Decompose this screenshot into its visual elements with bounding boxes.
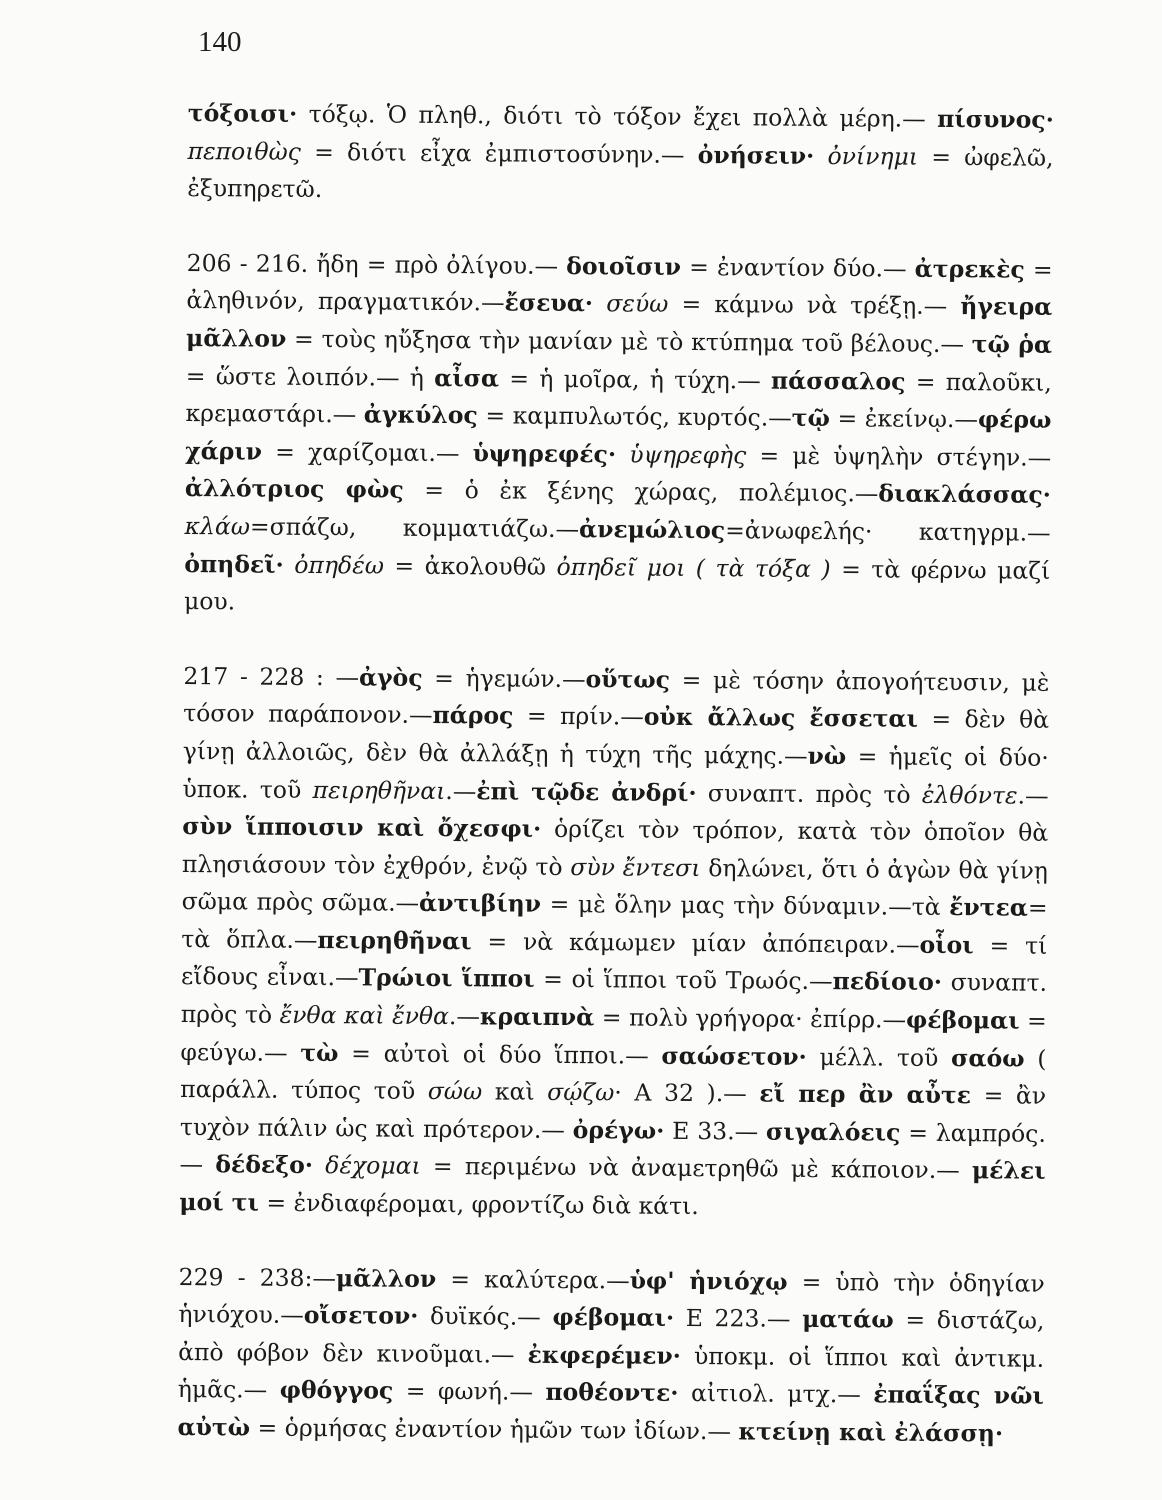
gloss-text: = ἀληθινόν, πραγματικόν.— xyxy=(186,255,1053,317)
gloss-text: = ἡμεῖς οἱ δύο· ὑποκ. τοῦ xyxy=(182,742,1049,804)
gloss-text xyxy=(593,290,606,318)
italic-term: ὀπηδέω xyxy=(294,550,385,580)
headword: πίσυνος· xyxy=(937,104,1054,134)
headword: φέβομαι xyxy=(905,1005,1020,1035)
gloss-text: = δὲν θὰ γίνῃ ἀλλοιῶς, δὲν θὰ ἀλλάξῃ ἡ τύχη τῆς μάχης.— xyxy=(182,705,1050,770)
gloss-text: = πρίν.— xyxy=(513,701,644,731)
gloss-text: = διστάζω, ἀπὸ φόβον δὲν κινοῦμαι.— xyxy=(178,1305,1045,1369)
gloss-text: = περιμένω νὰ ἀναμετρηθῶ μὲ κάποιον.— xyxy=(420,1152,973,1185)
headword: ἀγὸς xyxy=(358,663,423,692)
gloss-text: μέλλ. τοῦ xyxy=(806,1042,952,1072)
headword: οὐκ ἄλλως ἔσσεται xyxy=(643,702,919,734)
headword: σὺν ἵπποισιν καὶ ὄχεσφι· xyxy=(182,812,542,843)
gloss-text: = ἀκολουθῶ xyxy=(383,551,557,581)
headword: δοιοῖσιν xyxy=(566,251,682,281)
gloss-text: δυϊκός.— xyxy=(418,1302,553,1332)
italic-term: κλάω xyxy=(184,511,251,541)
gloss-text: αἰτιολ. μτχ.— xyxy=(678,1379,874,1409)
headword: διακλάσσας· xyxy=(878,479,1052,510)
gloss-text: = τοὺς ηὔξησα τὴν μανίαν μὲ τὸ κτύπημα τοῦ βέλους.— xyxy=(286,324,972,359)
headword: ὀρέγω· xyxy=(572,1115,665,1145)
headword: οὕτως xyxy=(585,664,671,694)
headword: τῷ ῥα xyxy=(971,330,1053,359)
gloss-text: Ε 223.— xyxy=(673,1304,803,1334)
gloss-text: = ἂν τυχὸν πάλιν ὡς καὶ πρότερον.— xyxy=(179,1081,1047,1144)
gloss-text: = πολὺ γρήγορα· ἐπίρρ.— xyxy=(594,1003,907,1034)
gloss-text xyxy=(616,440,629,468)
headword: πάσσαλος xyxy=(770,366,906,396)
italic-term: ὑψηρεφὴς xyxy=(629,440,747,470)
gloss-text: = μὲ ὅλην μας τὴν δύναμιν.—τὰ xyxy=(540,890,950,922)
gloss-text: = οἱ ἵπποι τοῦ Τρωός.— xyxy=(534,965,833,996)
headword: τὼ xyxy=(300,1038,339,1067)
paragraph-229-238 xyxy=(177,1259,1044,1454)
headword: οἴσετον· xyxy=(303,1301,419,1331)
headword: πειρηθῆναι xyxy=(317,925,472,956)
gloss-text: = παλοῦκι, κρεμαστάρι.— xyxy=(185,367,1052,429)
italic-term: πεποιθὼς xyxy=(187,136,302,166)
gloss-text: .— xyxy=(448,1002,481,1031)
italic-term: σώω xyxy=(427,1077,483,1106)
commentary-text xyxy=(177,95,1054,1453)
headword: τῷ xyxy=(791,403,831,433)
headword: ἐκφερέμεν· xyxy=(527,1340,682,1370)
headword: ματάω xyxy=(802,1305,894,1334)
gloss-text: Ε 33.— xyxy=(664,1116,767,1146)
headword: ἔντεα xyxy=(949,893,1029,922)
paragraph-206-216 xyxy=(184,245,1053,628)
gloss-text: = ὑπὸ τὴν ὁδηγίαν ἡνιόχου.— xyxy=(178,1267,1045,1330)
gloss-text: .— xyxy=(445,776,477,805)
gloss-text: = τί εἴδους εἶναι.— xyxy=(180,931,1048,992)
headword: σαώσετον· xyxy=(661,1041,807,1071)
italic-term: ὀνίνημι xyxy=(827,141,919,171)
headword: εἴ περ ἂν αὖτε xyxy=(759,1079,972,1110)
gloss-text: = διότι εἶχα ἐμπιστοσύνην.— xyxy=(300,137,698,169)
gloss-text: = ἡ μοῖρα, ἡ τύχη.— xyxy=(498,364,772,395)
gloss-text: = ἡγεμών.— xyxy=(422,663,586,693)
gloss-text: = φεύγω.— xyxy=(180,1006,1047,1067)
gloss-text: ( παράλλ. τύπος τοῦ xyxy=(180,1044,1047,1106)
gloss-text: = τὰ φέρνω μαζί μου. xyxy=(183,554,1051,616)
headword: δέδεξο· xyxy=(215,1150,314,1180)
headword: ἀγκύλος xyxy=(363,400,478,430)
gloss-text: = ὁρμήσας ἐναντίον ἡμῶν των ἰδίων.— xyxy=(250,1413,739,1446)
headword: αἶσα xyxy=(434,363,500,393)
headword: ὑψηρεφές· xyxy=(472,438,617,469)
gloss-text: = ὁ ἐκ ξένης χώρας, πολέμιος.— xyxy=(403,476,879,508)
gloss-text xyxy=(814,142,827,170)
gloss-text: =ἀνωφελής· κατηγρμ.— xyxy=(725,516,1051,547)
headword: μᾶλλον xyxy=(335,1263,437,1293)
gloss-text: ὑποκμ. οἱ ἵπποι καὶ ἀντικμ. ἡμᾶς.— xyxy=(177,1341,1045,1405)
headword: ὀπηδεῖ· xyxy=(184,549,284,579)
headword: σαόω xyxy=(950,1043,1025,1073)
gloss-text: 206 - 216. ἤδη = πρὸ ὀλίγου.— xyxy=(186,248,567,280)
gloss-text xyxy=(284,550,295,578)
headword: οἷοι xyxy=(919,930,974,960)
gloss-text: συναπτ. πρὸς τὸ xyxy=(696,778,922,809)
gloss-text: = μὲ τόσην ἀπογοήτευσιν, μὲ τόσον παράπονον.— xyxy=(183,665,1050,730)
italic-term: πειρηθῆναι xyxy=(312,775,446,805)
gloss-text: = τὰ ὅπλα.— xyxy=(181,893,1048,954)
headword: τόξοισι· xyxy=(187,98,298,128)
headword: ἀντιβίην xyxy=(419,889,542,919)
headword: Τρώιοι ἵπποι xyxy=(358,963,535,994)
gloss-text xyxy=(313,1151,325,1179)
paragraph-217-228 xyxy=(179,658,1049,1229)
headword: ποθέοντε· xyxy=(545,1378,679,1408)
gloss-text: =σπάζω, κομματιάζω.— xyxy=(249,512,580,544)
gloss-text: = νὰ κάμωμεν μίαν ἀπόπειραν.— xyxy=(471,927,920,959)
headword: κτείνῃ καὶ ἐλάσσῃ· xyxy=(738,1417,1004,1448)
headword: ἐπὶ τῷδε ἀνδρί· xyxy=(476,776,697,807)
headword: ἀλλότριος φὼς xyxy=(184,474,404,505)
headword: πάρος xyxy=(432,701,514,730)
headword: φέρω χάριν xyxy=(185,405,1052,466)
gloss-text: = φωνή.— xyxy=(393,1377,546,1407)
italic-term: σὺν ἔντεσι xyxy=(570,852,701,882)
gloss-text: = ἐναντίον δύο.— xyxy=(680,252,915,283)
gloss-text: = ἐνδιαφέρομαι, φροντίζω διὰ κάτι. xyxy=(258,1188,699,1221)
gloss-text: = λαμπρός.— xyxy=(179,1118,1046,1179)
italic-term: δέχομαι xyxy=(325,1151,421,1181)
headword: ἤγειρα μᾶλλον xyxy=(185,292,1053,353)
gloss-text: = μὲ ὑψηλὴν στέγην.— xyxy=(746,441,1052,472)
gloss-text: ὁρίζει τὸν τρόπον, κατὰ τὸν ὁποῖον θὰ πλησιάσουν τὸν ἐχθρόν, ἐνῷ τὸ xyxy=(181,814,1049,881)
headword: σιγαλόεις xyxy=(765,1117,901,1147)
gloss-text: = καλύτερα.— xyxy=(436,1264,630,1295)
gloss-text: 217 - 228 : — xyxy=(183,661,360,692)
italic-term: ἔνθα καὶ ἔνθα xyxy=(279,1000,450,1031)
headword: κραιπνὰ xyxy=(479,1002,595,1032)
gloss-text: τόξῳ. Ὁ πληθ., διότι τὸ τόξον ἔχει πολλὰ μέρη.— xyxy=(297,99,938,133)
headword: φέβομαι· xyxy=(552,1303,675,1333)
headword: νὼ xyxy=(807,741,847,771)
headword: μέλει μοί τι xyxy=(179,1156,1046,1217)
headword: ἀνεμώλιος xyxy=(578,515,726,545)
gloss-text: καὶ xyxy=(482,1077,548,1107)
paragraph-intro xyxy=(187,95,1054,215)
headword: ἔσευα· xyxy=(504,288,594,318)
gloss-text: = ἐκείνῳ.— xyxy=(829,404,979,434)
headword: ἐπαΐξας νῶι αὐτὼ xyxy=(177,1380,1044,1442)
gloss-text: = αὐτοὶ οἱ δύο ἵπποι.— xyxy=(338,1038,662,1070)
gloss-text: = ὠφελῶ, ἐξυπηρετῶ. xyxy=(187,142,1054,204)
gloss-text: .— xyxy=(1017,781,1049,810)
page-number: 140 xyxy=(198,26,242,58)
headword: ἀτρεκὲς xyxy=(914,254,1025,284)
italic-term: ὀπηδεῖ μοι ( τὰ τόξα ) xyxy=(556,552,831,583)
italic-term: ἐλθόντε xyxy=(921,780,1018,810)
headword: φθόγγος xyxy=(279,1376,394,1406)
gloss-text: δηλώνει, ὅτι ὁ ἀγὼν θὰ γίνῃ σῶμα πρὸς σῶμα.— xyxy=(181,853,1049,918)
italic-term: σεύω xyxy=(606,289,669,319)
gloss-text: = ὥστε λοιπόν.— ἡ xyxy=(185,361,435,392)
headword: ὑφ' ἡνιόχῳ xyxy=(629,1266,788,1296)
gloss-text: = χαρίζομαι.— xyxy=(261,437,473,467)
italic-term: σῴζω xyxy=(547,1078,615,1107)
headword: ὀνήσειν· xyxy=(697,140,815,170)
gloss-text: συναπτ. πρὸς τὸ xyxy=(180,968,1048,1029)
gloss-text: · Α 32 ).— xyxy=(614,1078,760,1108)
gloss-text: = κάμνω νὰ τρέξῃ.— xyxy=(668,290,961,321)
gloss-text: 229 - 238:— xyxy=(178,1262,337,1292)
gloss-text: = καμπυλωτός, κυρτός.— xyxy=(477,401,792,432)
headword: πεδίοιο· xyxy=(832,967,943,997)
